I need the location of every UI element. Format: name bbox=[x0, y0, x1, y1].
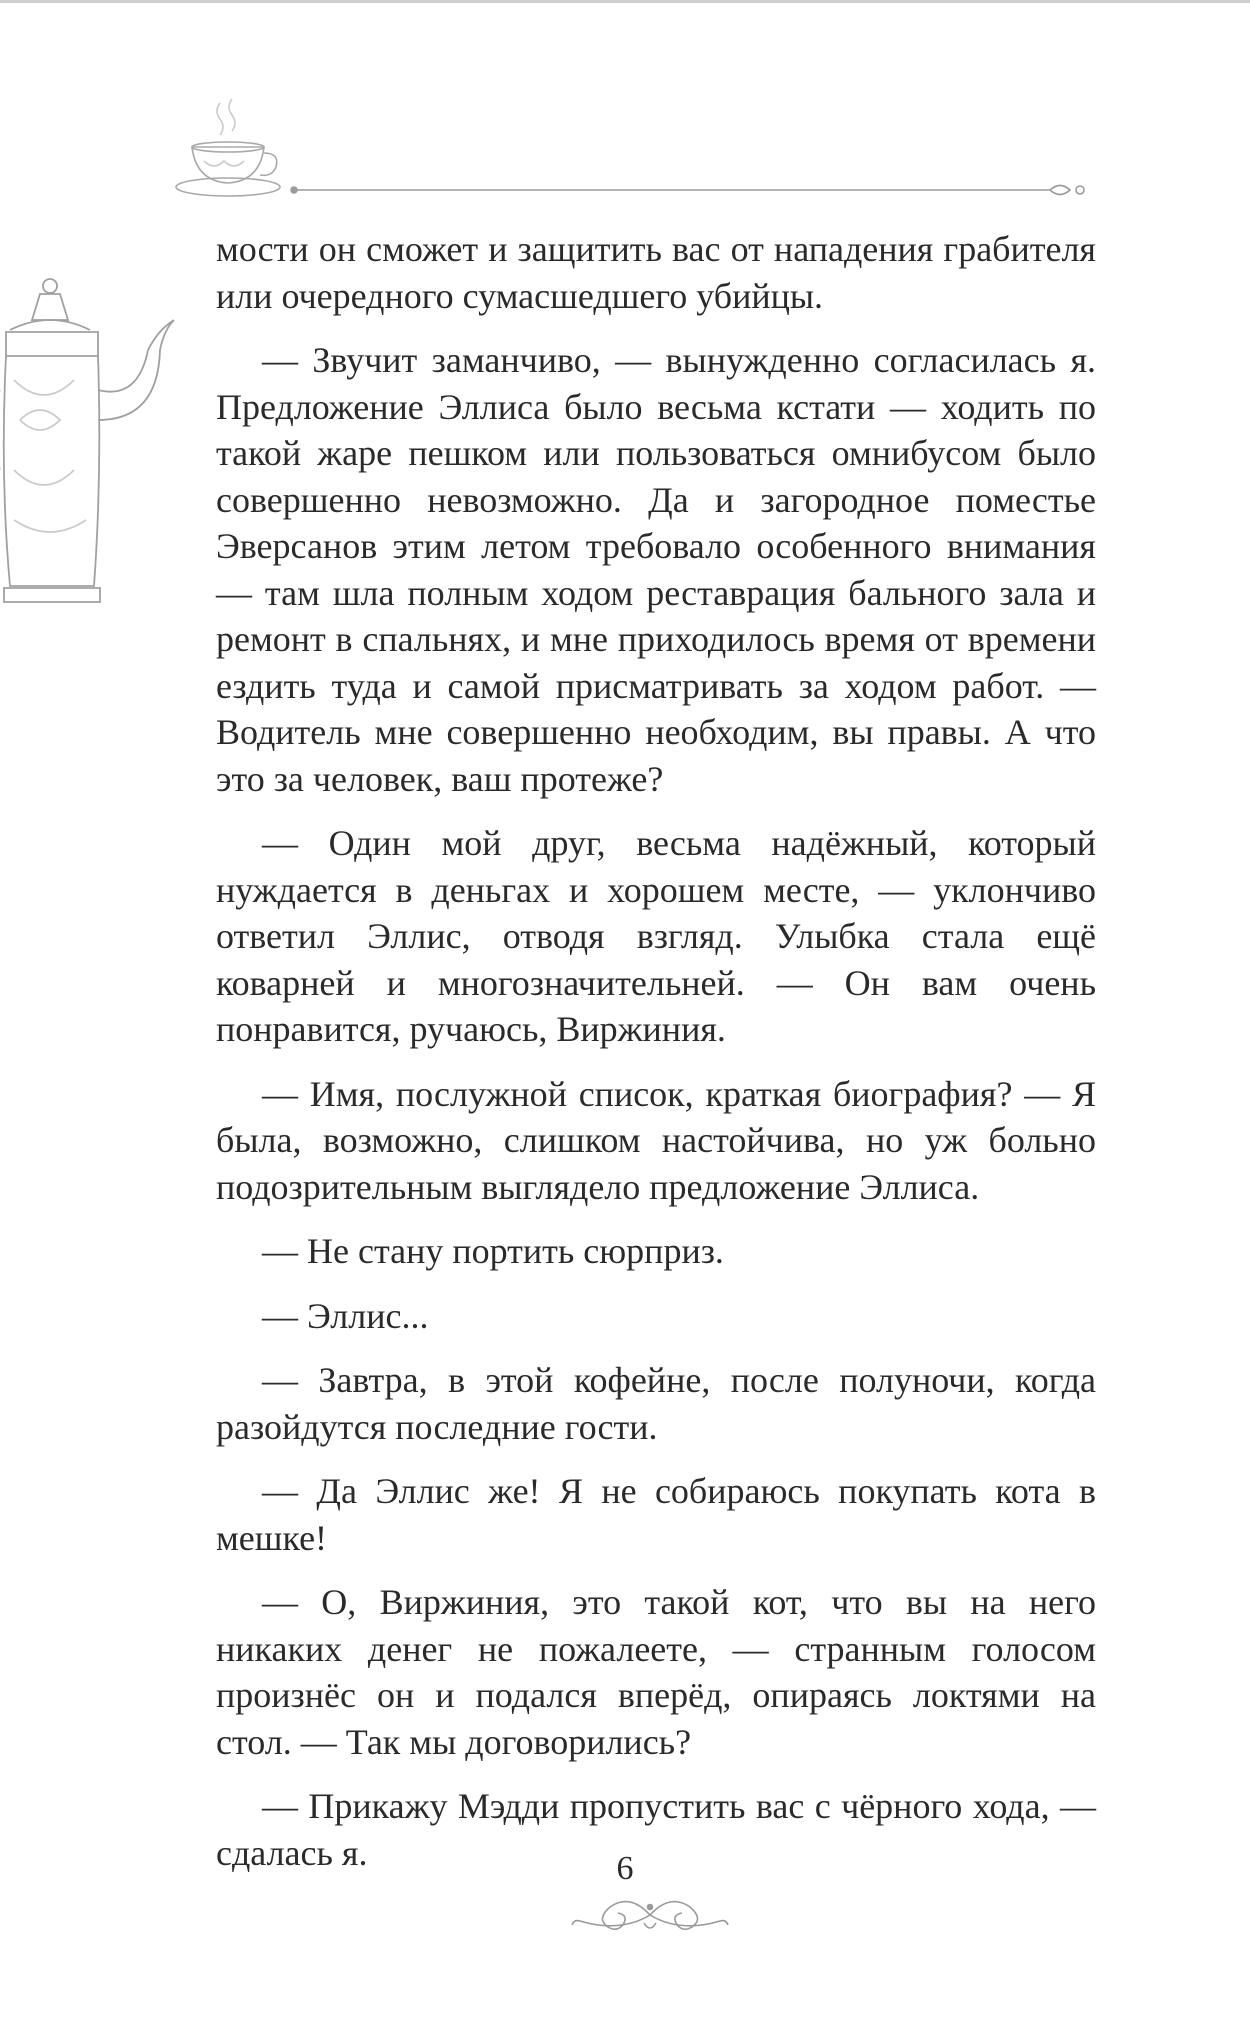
body-text bbox=[216, 226, 1096, 1894]
flourish-icon bbox=[570, 1885, 730, 1945]
teacup-icon bbox=[170, 95, 290, 205]
scan-edge bbox=[0, 0, 1250, 3]
coffeepot-icon bbox=[0, 270, 200, 670]
page-number: 6 bbox=[616, 1850, 634, 1887]
paragraph: — Один мой друг, весьма надёжный, который нуждается в деньгах и хорошем месте, — уклончиво ответил Эллис, отводя взгляд. Улыбка стала ещё коварней и многозначительней. — Он вам очень понравится, ручаюсь, Виржиния. bbox=[216, 823, 1096, 1049]
ornamental-rule-icon bbox=[290, 180, 1090, 200]
paragraph: — Да Эллис же! Я не собираюсь покупать кота в мешке! bbox=[216, 1471, 1096, 1558]
paragraph: — Не стану портить сюрприз. bbox=[262, 1231, 724, 1271]
paragraph: — Прикажу Мэдди пропустить вас с чёрного хода, — сдалась я. bbox=[216, 1786, 1096, 1873]
paragraph: — Звучит заманчиво, — вынужденно согласилась я. Предложение Эллиса было весьма кстати — ходить по такой жаре пешком или пользоваться омнибусом было совершенно невозможно. Да и загородное поместье Эверсанов этим летом требовало особенного внимания — там шла полным ходом реставрация бального зала и ремонт в спальнях, и мне приходилось время от времени ездить туда и самой присматривать за ходом работ. — Водитель мне совершенно необходим, вы правы. А что это за человек, ваш протеже? bbox=[216, 340, 1096, 799]
paragraph: — О, Виржиния, это такой кот, что вы на него никаких денег не пожалеете, — странным голосом произнёс он и подался вперёд, опираясь локтями на стол. — Так мы договорились? bbox=[216, 1582, 1096, 1762]
paragraph: — Имя, послужной список, краткая биография? — Я была, возможно, слишком настойчива, но уж больно подозрительным выглядело предложение Эллиса. bbox=[216, 1073, 1096, 1207]
paragraph: — Эллис... bbox=[262, 1295, 429, 1336]
paragraph: мости он сможет и защитить вас от нападения грабителя или очередного сумасшедшего убийцы. bbox=[216, 229, 1096, 316]
paragraph: — Завтра, в этой кофейне, после полуночи, когда разойдутся последние гости. bbox=[216, 1360, 1096, 1447]
